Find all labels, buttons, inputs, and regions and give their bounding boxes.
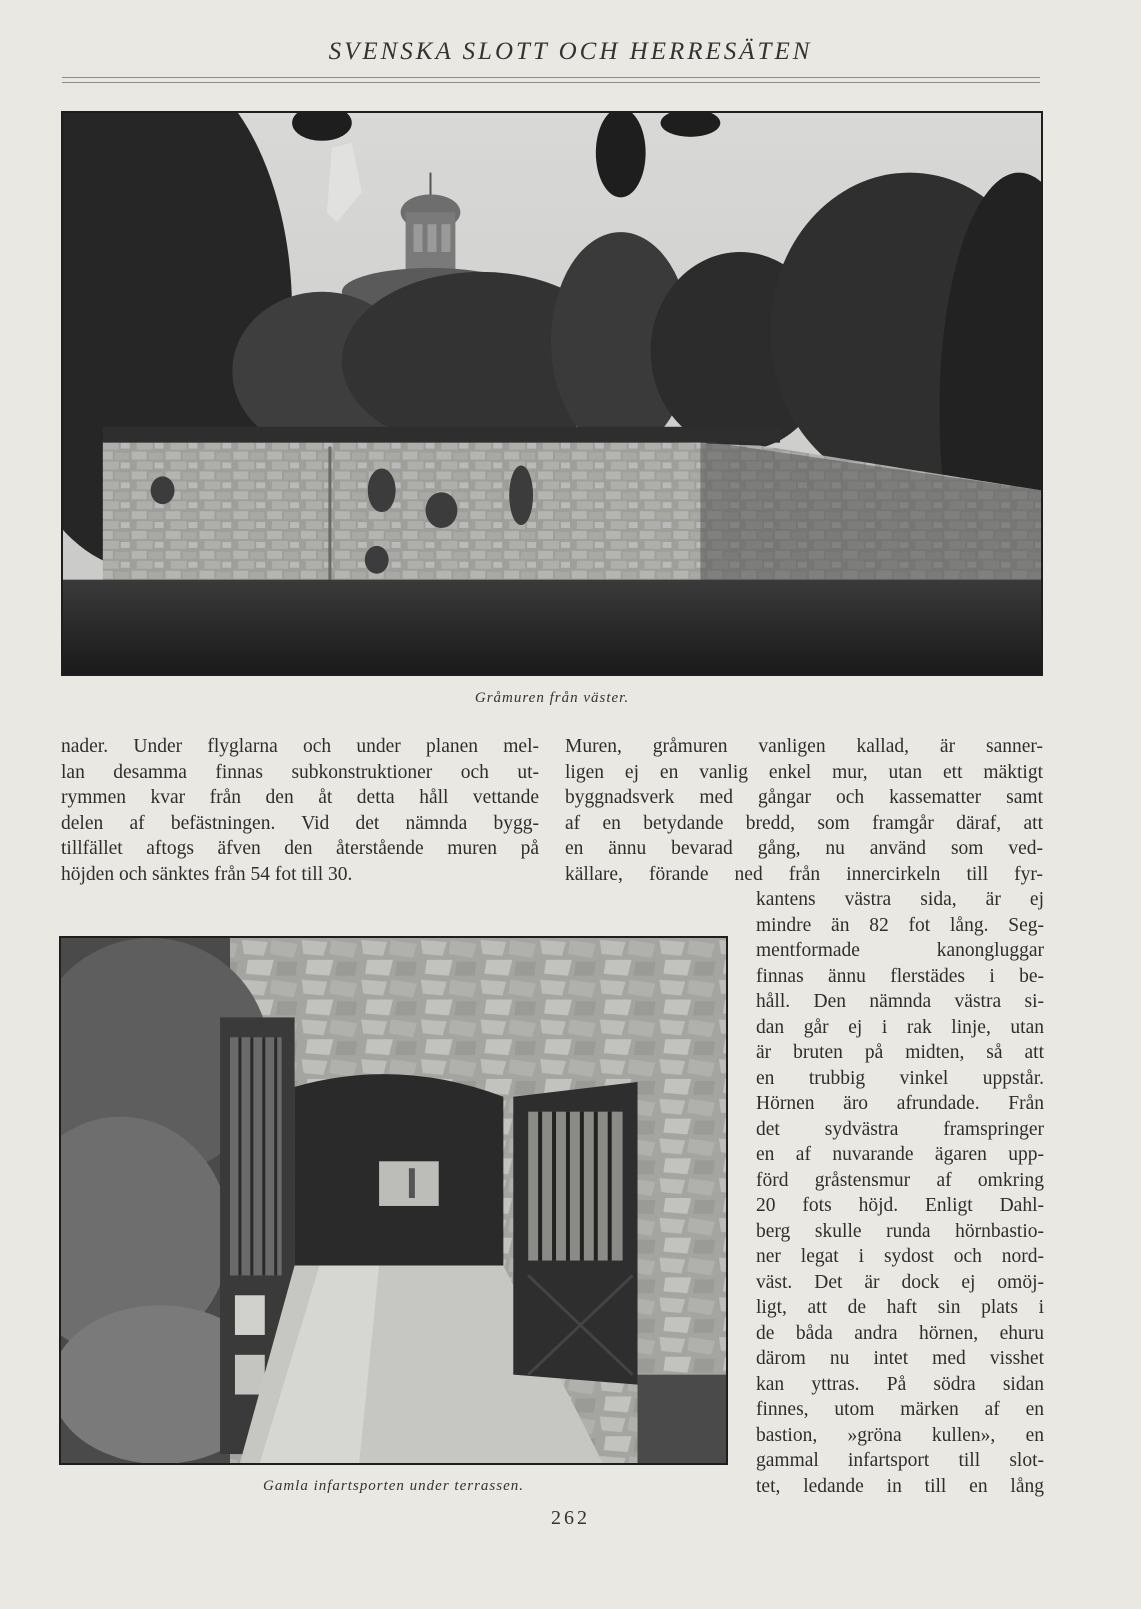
photo-infartsporten xyxy=(59,936,728,1465)
header-rule xyxy=(62,77,1040,83)
text-line: lan desamma finnas subkonstruktioner och ut- xyxy=(61,761,539,783)
text-line: ligt, att de haft sin plats i xyxy=(756,1297,1044,1318)
text-column-left xyxy=(61,734,539,887)
text-line: en trubbig vinkel uppstår. xyxy=(756,1067,1044,1089)
text-line: mindre än 82 fot lång. Seg- xyxy=(756,914,1044,936)
text-line: finnas ännu flerstädes i be- xyxy=(756,965,1044,987)
text-line: mentformade kanongluggar xyxy=(756,940,1044,961)
text-line: det sydvästra framspringer xyxy=(756,1118,1044,1140)
text-line: tet, ledande in till en lång xyxy=(756,1475,1044,1497)
text-line: en ännu bevarad gång, nu använd som ved- xyxy=(565,838,1043,859)
photo-gramuren xyxy=(61,111,1043,676)
running-head: SVENSKA SLOTT OCH HERRESÄTEN xyxy=(328,38,813,65)
text-line: bastion, »gröna kullen», en xyxy=(756,1424,1044,1446)
text-line: kan yttras. På södra sidan xyxy=(756,1373,1044,1395)
text-column-right-top xyxy=(565,734,1043,887)
text-line: kantens västra sida, är ej xyxy=(756,889,1044,910)
page-number: 262 xyxy=(551,1507,590,1529)
text-line: dan går ej i rak linje, utan xyxy=(756,1016,1044,1038)
text-line: ligen ej en vanlig enkel mur, utan ett mäktigt xyxy=(565,761,1043,783)
text-line: af en betydande bredd, som framgår däraf, att xyxy=(565,812,1043,834)
text-line: förd gråstensmur af omkring xyxy=(756,1169,1044,1191)
text-line: höjden och sänktes från 54 fot till 30. xyxy=(61,863,353,885)
text-line: byggnadsverk med gångar och kassematter samt xyxy=(565,787,1043,808)
text-line: Muren, gråmuren vanligen kallad, är sanner- xyxy=(565,736,1043,757)
text-line: en af nuvarande ägaren upp- xyxy=(756,1144,1044,1165)
text-line: källare, förande ned från innercirkeln till fyr- xyxy=(565,863,1043,885)
text-line: gammal infartsport till slot- xyxy=(756,1450,1044,1471)
text-line: ner legat i sydost och nord- xyxy=(756,1246,1044,1267)
caption-top-photo: Gråmuren från väster. xyxy=(474,690,630,706)
text-line: delen af befästningen. Vid det nämnda bygg- xyxy=(61,812,539,834)
text-line: 20 fots höjd. Enligt Dahl- xyxy=(756,1195,1044,1216)
text-line: väst. Det är dock ej omöj- xyxy=(756,1271,1044,1293)
text-line: rymmen kvar från den åt detta håll vettande xyxy=(61,787,539,808)
text-line: nader. Under flyglarna och under planen mel- xyxy=(61,736,539,757)
text-line: är bruten på midten, så att xyxy=(756,1042,1044,1063)
text-line: håll. Den nämnda västra si- xyxy=(756,991,1044,1012)
text-line: berg skulle runda hörnbastio- xyxy=(756,1220,1044,1242)
text-line: tillfället aftogs äfven den återstående muren på xyxy=(61,838,539,859)
text-line: Hörnen äro afrundade. Från xyxy=(756,1093,1044,1114)
text-line: de båda andra hörnen, ehuru xyxy=(756,1322,1044,1344)
text-line: finnes, utom märken af en xyxy=(756,1399,1044,1420)
text-line: därom nu intet med visshet xyxy=(756,1348,1044,1369)
caption-bottom-photo: Gamla infartsporten under terrassen. xyxy=(263,1478,524,1494)
text-column-right-narrow xyxy=(756,887,1044,1499)
